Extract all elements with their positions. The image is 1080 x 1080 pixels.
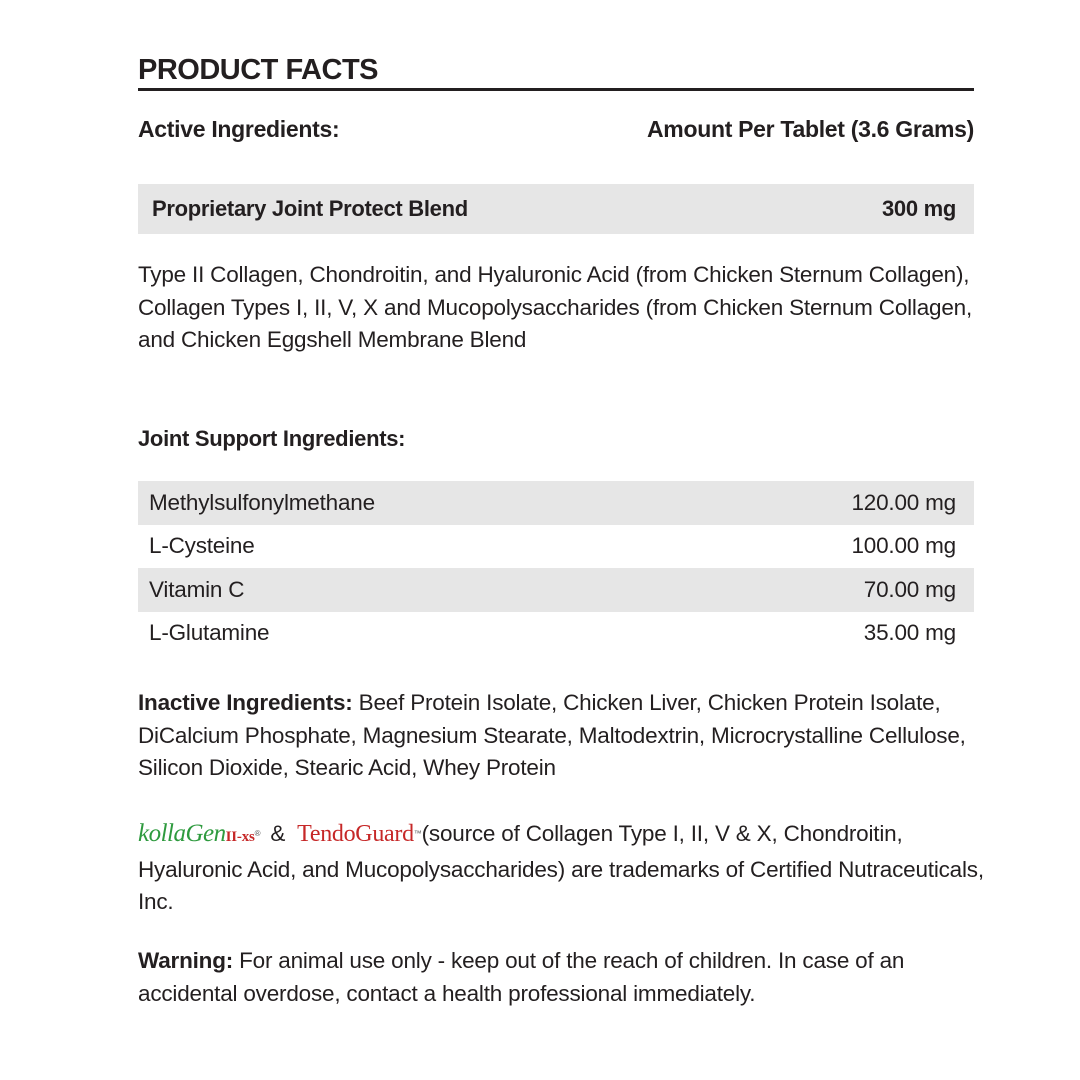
ampersand: &	[270, 821, 286, 846]
inactive-text: Beef Protein Isolate, Chicken Liver, Chicken Protein Isolate, DiCalcium Phosphate, Magnesium Stearate, Maltodextrin, Microcrystalline Cellulose, Silicon Dioxide, Stearic Acid, Whey Protein	[138, 690, 966, 780]
blend-description: Type II Collagen, Chondroitin, and Hyaluronic Acid (from Chicken Sternum Collagen), Collagen Types I, II, V, X and Mucopolysaccharides (from Chicken Sternum Collagen, and Chicken Eggshell Membrane Blend	[138, 262, 973, 352]
kollagen-logo: kollaGen	[138, 820, 226, 847]
ingredient-name: L-Cysteine	[149, 533, 255, 559]
warning-notice	[138, 945, 988, 1010]
ingredient-amount: 70.00 mg	[863, 576, 956, 602]
joint-support-table	[138, 481, 974, 655]
active-ingredients-header	[138, 116, 974, 143]
ingredient-name: L-Glutamine	[149, 620, 270, 646]
warning-label: Warning:	[138, 948, 234, 973]
table-row	[138, 525, 974, 569]
title-divider	[138, 88, 974, 91]
ingredient-amount: 100.00 mg	[851, 533, 956, 559]
active-ingredients-label: Active Ingredients:	[138, 116, 340, 142]
ingredient-amount: 35.00 mg	[863, 620, 956, 646]
inactive-ingredients	[138, 687, 988, 785]
table-row	[138, 568, 974, 612]
blend-name: Proprietary Joint Protect Blend	[152, 196, 468, 221]
amount-per-tablet-label: Amount Per Tablet (3.6 Grams)	[646, 116, 974, 142]
trademark-notice	[138, 818, 988, 919]
table-row	[138, 481, 974, 525]
kollagen-logo-suffix: II-xs	[225, 829, 255, 845]
warning-text: For animal use only - keep out of the reach of children. In case of an accidental overdose, contact a health professional immediately.	[138, 948, 905, 1006]
kollagen-registered-mark: ®	[254, 829, 261, 838]
ingredient-name: Methylsulfonylmethane	[149, 489, 375, 515]
ingredient-amount: 120.00 mg	[851, 489, 956, 515]
blend-amount: 300 mg	[881, 196, 956, 221]
table-row	[138, 612, 974, 656]
inactive-label: Inactive Ingredients:	[138, 690, 353, 715]
proprietary-blend-row	[138, 184, 974, 234]
ingredient-name: Vitamin C	[149, 576, 245, 602]
page-title: PRODUCT FACTS	[138, 54, 378, 86]
tendoguard-logo: TendoGuard	[297, 821, 414, 847]
tendoguard-trademark-mark: ™	[413, 829, 422, 838]
joint-support-heading: Joint Support Ingredients:	[138, 426, 406, 451]
trademark-text: (source of Collagen Type I, II, V & X, Chondroitin, Hyaluronic Acid, and Mucopolysaccharides) are trademarks of Certified Nutraceuticals, Inc.	[138, 821, 984, 914]
